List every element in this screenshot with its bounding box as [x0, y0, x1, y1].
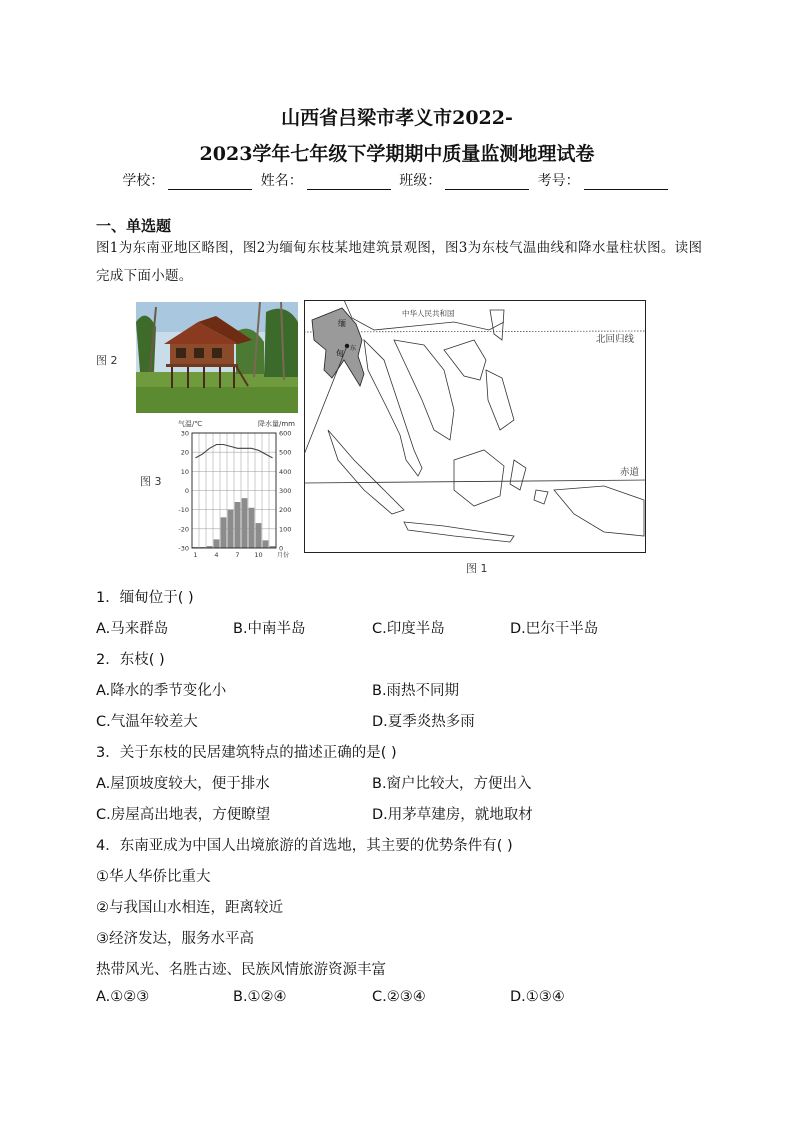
- q2-option-a[interactable]: A.降水的季节变化小: [96, 683, 227, 699]
- fig1-label: 图 1: [466, 562, 488, 575]
- student-info-row: [0, 170, 794, 190]
- q2-option-c[interactable]: C.气温年较差大: [96, 714, 198, 730]
- q1-option-b[interactable]: B.中南半岛: [233, 621, 306, 637]
- q3-option-b[interactable]: B.窗户比较大，方便出入: [372, 776, 532, 792]
- section-title: 一、单选题: [96, 217, 172, 235]
- tropic-label: 北回归线: [596, 334, 635, 345]
- precip-bar: [242, 498, 248, 548]
- q4-stem: 4．东南亚成为中国人出境旅游的首选地，其主要的优势条件有( ): [96, 838, 513, 854]
- exam-number-label: 考号：: [537, 173, 580, 189]
- temp-tick-label: 10: [180, 467, 189, 476]
- q2-stem: 2．东枝( ): [96, 652, 165, 668]
- month-tick-label: 4: [214, 551, 219, 559]
- name-label: 姓名：: [260, 173, 303, 189]
- intro-text: 图1为东南亚地区略图，图2为缅甸东枝某地建筑景观图，图3为东枝气温曲线和降水量柱状图。读图完成下面小题。: [96, 240, 703, 284]
- q1-option-d[interactable]: D.巴尔干半岛: [510, 621, 599, 637]
- precip-bar: [263, 540, 269, 548]
- q4-option-b[interactable]: B.①②④: [233, 989, 287, 1005]
- month-axis-label: 月份: [277, 552, 290, 559]
- myanmar-label-top: 缅: [338, 319, 346, 328]
- precip-bar: [221, 517, 227, 548]
- q3-option-c[interactable]: C.房屋高出地表，方便瞭望: [96, 807, 271, 823]
- name-blank[interactable]: [307, 175, 391, 190]
- temp-tick-label: -10: [178, 506, 189, 515]
- stilt-house-photo: [136, 302, 298, 413]
- title-line-1: 山西省吕梁市孝义市2022-: [281, 107, 513, 129]
- q3-stem: 3．关于东枝的民居建筑特点的描述正确的是( ): [96, 745, 397, 761]
- q4-statement-4: 热带风光、名胜古迹、民族风情旅游资源丰富: [96, 962, 386, 978]
- class-blank[interactable]: [445, 175, 529, 190]
- temp-tick-label: 0: [184, 487, 189, 495]
- precip-axis-label: 降水量/mm: [258, 420, 295, 428]
- q2-option-b[interactable]: B.雨热不同期: [372, 683, 460, 699]
- q3-option-d[interactable]: D.用茅草建房，就地取材: [372, 807, 533, 823]
- temp-tick-label: 20: [180, 448, 189, 457]
- precip-bar: [249, 508, 255, 548]
- climate-chart-svg: [160, 417, 300, 560]
- q1-stem: 1．缅甸位于( ): [96, 590, 194, 606]
- q1-option-c[interactable]: C.印度半岛: [372, 621, 445, 637]
- dongzhi-label: 东: [350, 345, 357, 352]
- temp-tick-label: -30: [178, 544, 189, 553]
- q3-option-a[interactable]: A.屋顶坡度较大，便于排水: [96, 776, 270, 792]
- q1-option-a[interactable]: A.马来群岛: [96, 621, 169, 637]
- temp-axis-label: 气温/℃: [178, 420, 203, 428]
- school-label: 学校：: [122, 173, 165, 189]
- month-tick-label: 7: [235, 551, 240, 559]
- china-label: 中华人民共和国: [402, 309, 455, 318]
- q4-option-c[interactable]: C.②③④: [372, 989, 426, 1005]
- title-line-2: 2023学年七年级下学期期中质量监测地理试卷: [199, 143, 595, 165]
- precip-tick-label: 200: [279, 506, 292, 515]
- q4-statement-3: ③经济发达，服务水平高: [96, 931, 254, 947]
- precip-bar: [256, 523, 262, 548]
- precip-tick-label: 0: [279, 544, 284, 553]
- precip-tick-label: 500: [279, 448, 292, 457]
- temp-tick-label: -20: [178, 525, 189, 534]
- climate-chart: [160, 417, 300, 560]
- precip-tick-label: 600: [279, 429, 292, 438]
- precip-bar: [235, 502, 241, 548]
- q4-option-d[interactable]: D.①③④: [510, 989, 565, 1005]
- q4-statement-1: ①华人华侨比重大: [96, 869, 211, 885]
- fig2-label: 图 2: [96, 354, 118, 367]
- precip-tick-label: 400: [279, 467, 292, 476]
- q4-statement-2: ②与我国山水相连，距离较近: [96, 900, 283, 916]
- class-label: 班级：: [399, 173, 442, 189]
- precip-bar: [214, 539, 220, 548]
- southeast-asia-map: [304, 300, 646, 553]
- myanmar-label-bottom: 甸: [336, 349, 344, 358]
- temp-tick-label: 30: [180, 429, 189, 438]
- month-tick-label: 1: [193, 551, 198, 559]
- month-tick-label: 10: [254, 551, 263, 559]
- precip-bar: [228, 510, 234, 548]
- q4-option-a[interactable]: A.①②③: [96, 989, 150, 1005]
- fig3-label: 图 3: [140, 475, 162, 488]
- school-blank[interactable]: [168, 175, 252, 190]
- precip-tick-label: 300: [279, 487, 292, 495]
- equator-label: 赤道: [620, 467, 640, 478]
- q2-option-d[interactable]: D.夏季炎热多雨: [372, 714, 475, 730]
- precip-tick-label: 100: [279, 525, 292, 534]
- exam-number-blank[interactable]: [584, 175, 668, 190]
